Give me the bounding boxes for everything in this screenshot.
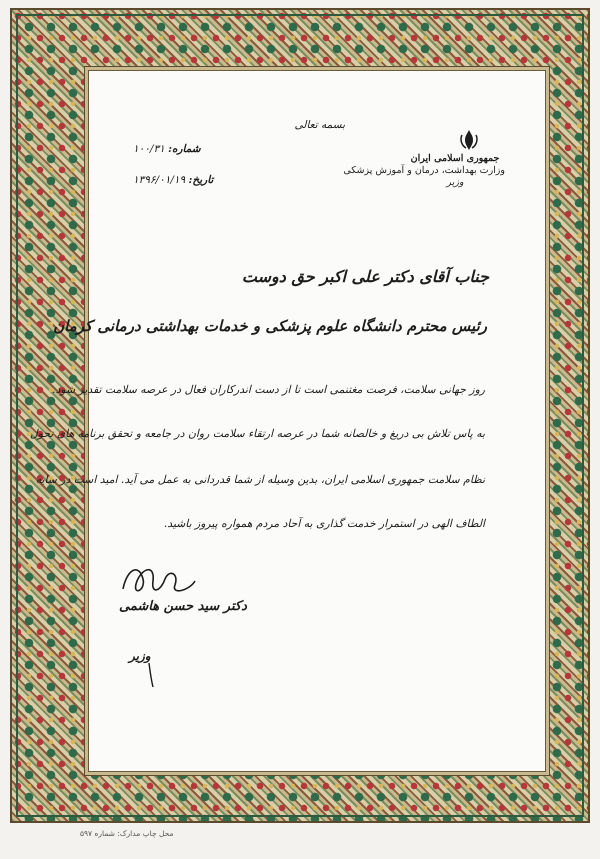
iran-emblem-icon: [459, 129, 479, 151]
number-value: ۱۰۰/۳۱: [133, 143, 165, 155]
ministry-letterhead: [343, 153, 505, 189]
signer-title: وزیر: [129, 649, 151, 663]
body-line-1: روز جهانی سلامت، فرصت مغتنمی است تا از دست اندرکاران فعال در عرصه سلامت تقدیر شود.: [52, 383, 485, 396]
date-label: تاریخ:: [188, 174, 214, 186]
ministry-line-country: جمهوری اسلامی ایران: [410, 153, 500, 164]
ministry-line-office: وزیر: [446, 177, 464, 188]
letter-paper: [29, 70, 546, 772]
addressee-line: جناب آقای دکتر علی اکبر حق دوست: [241, 267, 489, 286]
ornamental-border: [10, 8, 590, 823]
date-value: ۱۳۹۶/۰۱/۱۹: [133, 174, 186, 186]
body-line-4: الطاف الهی در استمرار خدمت گذاری به آحاد مردم همواره پیروز باشید.: [163, 517, 485, 530]
signer-name: دکتر سید حسن هاشمی: [119, 599, 247, 614]
signature-scribble: [109, 551, 229, 691]
print-footer: محل چاپ مدارک: شماره ۵۹۷: [80, 829, 174, 838]
body-line-3: نظام سلامت جمهوری اسلامی ایران، بدین وسیله از شما قدردانی به عمل می آید. امید است در سایه: [35, 473, 485, 486]
letter-number: [133, 143, 201, 155]
ministry-line-name: وزارت بهداشت، درمان و آموزش پزشکی: [343, 165, 505, 176]
letter-date: [133, 174, 213, 186]
position-line: رئیس محترم دانشگاه علوم پزشکی و خدمات بهداشتی درمانی کرمان: [53, 317, 487, 335]
bismillah-heading: بسمه تعالی: [294, 119, 345, 131]
number-label: شماره:: [168, 143, 201, 155]
body-line-2: به پاس تلاش بی دریغ و خالصانه شما در عرصه ارتقاء سلامت روان در جامعه و تحقق برنامه های تحول: [29, 427, 485, 440]
